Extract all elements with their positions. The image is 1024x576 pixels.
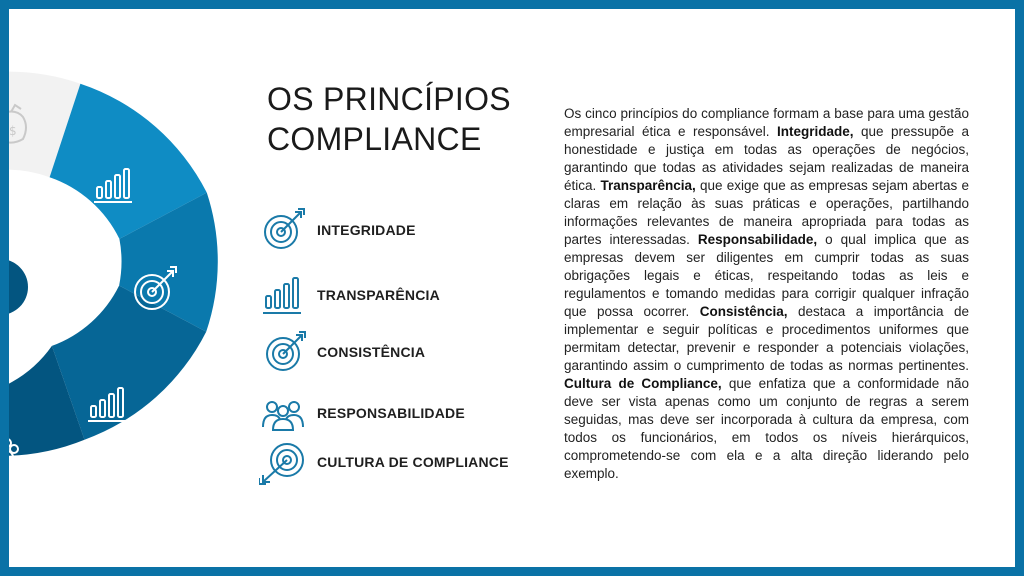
principle-label: CULTURA DE COMPLIANCE [317,454,509,470]
description-keyword: Responsabilidade, [697,232,818,247]
description-keyword: Transparência, [600,178,696,193]
description-text: que exige que as empresas sejam abertas e claras em relação às suas práticas e operações, partilhando informações relevantes de maneira apropriada para todas as partes interessadas. [564,178,969,247]
description-text: Os cinco princípios do compliance formam a base para uma gestão empresarial ética e responsável. [564,106,969,139]
principle-item-transparencia [259,272,440,318]
description-paragraph [564,105,969,483]
page-title [267,79,557,159]
bar-chart-icon [259,272,307,318]
principle-item-consistencia [259,329,425,375]
svg-text:$: $ [9,124,17,138]
principle-label: RESPONSABILIDADE [317,405,465,421]
principle-label: TRANSPARÊNCIA [317,287,440,303]
description-keyword: Cultura de Compliance, [564,376,722,391]
title-line-1: OS PRINCÍPIOS [267,81,511,117]
people-group-icon [259,390,307,436]
description-keyword: Integridade, [776,124,854,139]
target-arrow-icon [259,329,307,375]
target-arrow-icon [259,207,307,253]
target-arrow-icon [259,439,307,485]
description-text: que pressupõe a honestidade e justiça em todas as operações de negócios, garantindo que todas as atividades sejam realizadas de maneira ética. [564,124,969,193]
principle-item-cultura [259,439,509,485]
title-line-2: COMPLIANCE [267,121,482,157]
principle-label: CONSISTÊNCIA [317,344,426,360]
principle-item-integridade [259,207,416,253]
principle-label: INTEGRIDADE [317,222,416,238]
slide-frame [9,9,1015,567]
principle-item-responsabilidade [259,390,465,436]
description-keyword: Consistência, [699,304,788,319]
description-text: que enfatiza que a conformidade não deve ser vista apenas como um conjunto de regras a serem seguidas, mas deve ser incorporada à cultura da empresa, com todos os funcionários, em todos os níveis hierárquicos, comprometendo-se com ela e a alta direção liderando pelo exemplo. [564,376,969,481]
donut-center-dot [9,259,28,315]
description-text: destaca a importância de implementar e seguir políticas e procedimentos uniformes que permitam detectar, prevenir e responder a potenciais violações, garantindo assim o cumprimento de todas as normas pertinentes. [564,304,969,373]
description-text: o qual implica que as empresas devem ser diligentes em cumprir todas as suas obrigações legais e éticas, respeitando todas as leis e regulamentos e tomando medidas para corrigir qualquer infração que possa ocorrer. [564,232,969,319]
